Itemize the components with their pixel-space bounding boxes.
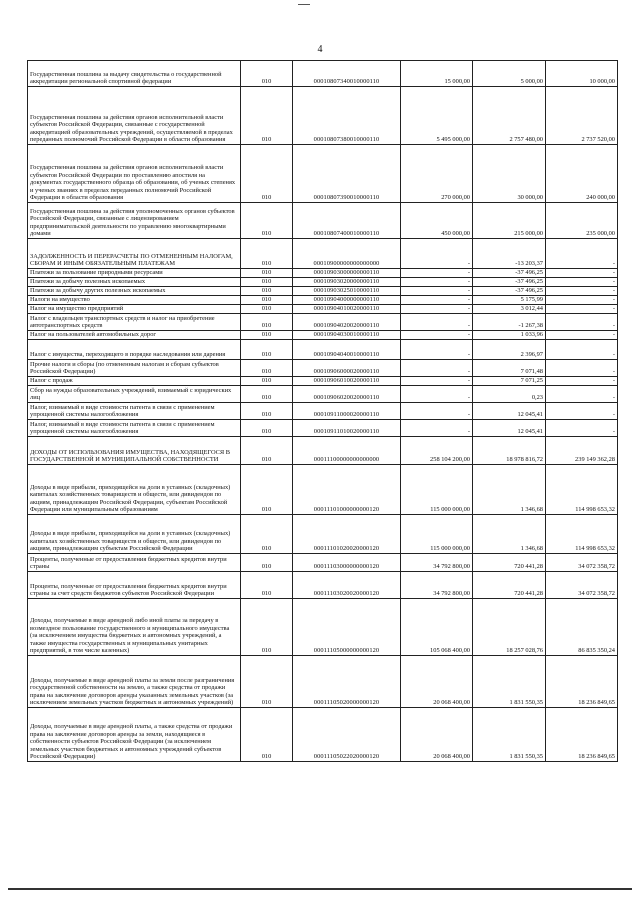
row-name-cell: ЗАДОЛЖЕННОСТЬ И ПЕРЕРАСЧЕТЫ ПО ОТМЕНЕННЫМ НАЛОГАМ, СБОРАМ И ИНЫМ ОБЯЗАТЕЛЬНЫМ ПЛАТЕЖАМ: [28, 239, 241, 269]
row-executed-cell: 12 045,41: [473, 403, 546, 420]
row-executed-cell: 7 071,25: [473, 377, 546, 386]
row-approved-cell: 450 000,00: [401, 203, 473, 239]
row-executed-cell: 1 033,96: [473, 331, 546, 340]
row-name-cell: Платежи за пользование природными ресурсами: [28, 269, 241, 278]
row-unexecuted-cell: -: [546, 403, 618, 420]
row-unexecuted-cell: 86 835 350,24: [546, 599, 618, 656]
table-row: [28, 296, 618, 305]
revenue-table: [27, 60, 618, 762]
row-approved-cell: -: [401, 340, 473, 360]
row-line-code-cell: 010: [241, 340, 293, 360]
row-approved-cell: -: [401, 386, 473, 403]
table-row: [28, 360, 618, 377]
row-name-cell: Государственная пошлина за действия органов исполнительной власти субъектов Российской Федерации по проставлению апостиля на документах государственного образца об образовании, об ученых степенях и ученых званиях в пределах переданных полномочий Российской Федерации в области образования: [28, 145, 241, 203]
row-name-cell: Доходы, получаемые в виде арендной платы за земли после разграничения государственной собственности на землю, а также средства от продажи права на заключение договоров аренды указанных земельных участков (за исключением земельных участков бюджетных и автономных учреждений): [28, 656, 241, 708]
row-income-code-cell: 00011105022020000120: [293, 708, 401, 762]
row-line-code-cell: 010: [241, 296, 293, 305]
row-executed-cell: 1 346,68: [473, 515, 546, 554]
table-row: [28, 403, 618, 420]
row-income-code-cell: 00010903020000000110: [293, 278, 401, 287]
row-name-cell: Проценты, полученные от предоставления бюджетных кредитов внутри страны: [28, 554, 241, 572]
row-approved-cell: 270 000,00: [401, 145, 473, 203]
row-unexecuted-cell: -: [546, 287, 618, 296]
table-row: [28, 305, 618, 314]
row-approved-cell: 105 068 400,00: [401, 599, 473, 656]
row-line-code-cell: 010: [241, 599, 293, 656]
row-executed-cell: -37 496,25: [473, 269, 546, 278]
row-income-code-cell: 00010807380010000110: [293, 87, 401, 145]
row-approved-cell: -: [401, 377, 473, 386]
table-row: [28, 340, 618, 360]
row-name-cell: Налог с владельцев транспортных средств и налог на приобретение автотранспортных средств: [28, 314, 241, 331]
row-executed-cell: 1 831 550,35: [473, 656, 546, 708]
row-executed-cell: 30 000,00: [473, 145, 546, 203]
row-income-code-cell: 00010807400010000110: [293, 203, 401, 239]
row-unexecuted-cell: -: [546, 386, 618, 403]
row-executed-cell: 3 012,44: [473, 305, 546, 314]
row-name-cell: Платежи за добычу полезных ископаемых: [28, 278, 241, 287]
row-approved-cell: 5 495 000,00: [401, 87, 473, 145]
row-approved-cell: -: [401, 296, 473, 305]
row-approved-cell: -: [401, 278, 473, 287]
row-income-code-cell: 00010904000000000110: [293, 296, 401, 305]
row-income-code-cell: 00010911000020000110: [293, 403, 401, 420]
row-name-cell: Сбор на нужды образовательных учреждений, взимаемый с юридических лиц: [28, 386, 241, 403]
row-approved-cell: -: [401, 420, 473, 437]
table-row: [28, 708, 618, 762]
top-mark: [298, 4, 310, 5]
row-name-cell: Налог, взимаемый в виде стоимости патента в связи с применением упрощенной системы налогообложения: [28, 420, 241, 437]
row-name-cell: Государственная пошлина за действия уполномоченных органов субъектов Российской Федерации, связанные с лицензированием предпринимательской деятельности по управлению многоквартирными домами: [28, 203, 241, 239]
row-income-code-cell: 00010904040010000110: [293, 340, 401, 360]
row-line-code-cell: 010: [241, 572, 293, 599]
row-executed-cell: -13 203,37: [473, 239, 546, 269]
row-executed-cell: 2 757 480,00: [473, 87, 546, 145]
row-income-code-cell: 00010911010020000110: [293, 420, 401, 437]
row-unexecuted-cell: 2 737 520,00: [546, 87, 618, 145]
row-name-cell: Проценты, полученные от предоставления бюджетных кредитов внутри страны за счет средств бюджетов субъектов Российской Федерации: [28, 572, 241, 599]
row-line-code-cell: 010: [241, 515, 293, 554]
row-line-code-cell: 010: [241, 331, 293, 340]
table-body: [28, 61, 618, 762]
row-income-code-cell: 00010906020020000110: [293, 386, 401, 403]
row-income-code-cell: 00011101020020000120: [293, 515, 401, 554]
row-approved-cell: -: [401, 287, 473, 296]
row-approved-cell: 34 792 800,00: [401, 554, 473, 572]
row-line-code-cell: 010: [241, 554, 293, 572]
row-approved-cell: 258 104 200,00: [401, 437, 473, 465]
row-income-code-cell: 00010906000020000110: [293, 360, 401, 377]
row-approved-cell: 20 068 400,00: [401, 708, 473, 762]
row-executed-cell: -1 267,38: [473, 314, 546, 331]
row-name-cell: Прочие налоги и сборы (по отмененным налогам и сборам субъектов Российской Федерации): [28, 360, 241, 377]
row-approved-cell: -: [401, 360, 473, 377]
row-approved-cell: 115 000 000,00: [401, 515, 473, 554]
row-unexecuted-cell: -: [546, 340, 618, 360]
row-name-cell: Платежи за добычу других полезных ископаемых: [28, 287, 241, 296]
row-line-code-cell: 010: [241, 287, 293, 296]
row-unexecuted-cell: 18 236 849,65: [546, 656, 618, 708]
row-income-code-cell: 00010903000000000110: [293, 269, 401, 278]
row-executed-cell: 215 000,00: [473, 203, 546, 239]
row-unexecuted-cell: 114 998 653,32: [546, 465, 618, 515]
row-income-code-cell: 00010903025010000110: [293, 287, 401, 296]
row-unexecuted-cell: -: [546, 314, 618, 331]
row-income-code-cell: 00011100000000000000: [293, 437, 401, 465]
row-line-code-cell: 010: [241, 305, 293, 314]
row-executed-cell: 0,23: [473, 386, 546, 403]
row-unexecuted-cell: -: [546, 420, 618, 437]
row-executed-cell: 7 071,48: [473, 360, 546, 377]
row-unexecuted-cell: 18 236 849,65: [546, 708, 618, 762]
table-row: [28, 269, 618, 278]
row-line-code-cell: 010: [241, 87, 293, 145]
table-row: [28, 465, 618, 515]
row-name-cell: Государственная пошлина за выдачу свидетельства о государственной аккредитации региональной спортивной федерации: [28, 61, 241, 87]
row-unexecuted-cell: 239 149 362,28: [546, 437, 618, 465]
row-name-cell: Налог на пользователей автомобильных дорог: [28, 331, 241, 340]
row-name-cell: Налог на имущество предприятий: [28, 305, 241, 314]
row-executed-cell: 18 257 028,76: [473, 599, 546, 656]
row-unexecuted-cell: -: [546, 239, 618, 269]
row-line-code-cell: 010: [241, 377, 293, 386]
row-income-code-cell: 00010807340010000110: [293, 61, 401, 87]
row-name-cell: Государственная пошлина за действия органов исполнительной власти субъектов Российской Федерации, связанные с государственной аккредитацией образовательных учреждений, осуществляемой в пределах переданных полномочий Российской Федерации в области образования: [28, 87, 241, 145]
row-unexecuted-cell: -: [546, 296, 618, 305]
row-line-code-cell: 010: [241, 386, 293, 403]
table-row: [28, 420, 618, 437]
row-executed-cell: -37 496,25: [473, 278, 546, 287]
table-row: [28, 331, 618, 340]
page-number: 4: [317, 44, 323, 55]
row-line-code-cell: 010: [241, 278, 293, 287]
row-line-code-cell: 010: [241, 145, 293, 203]
row-approved-cell: 115 000 000,00: [401, 465, 473, 515]
row-executed-cell: 5 175,99: [473, 296, 546, 305]
row-unexecuted-cell: 235 000,00: [546, 203, 618, 239]
table-row: [28, 554, 618, 572]
row-unexecuted-cell: 34 072 358,72: [546, 572, 618, 599]
row-name-cell: Налог с имущества, переходящего в порядке наследования или дарения: [28, 340, 241, 360]
table-row: [28, 572, 618, 599]
row-name-cell: Налог, взимаемый в виде стоимости патента в связи с применением упрощенной системы налогообложения: [28, 403, 241, 420]
row-approved-cell: -: [401, 331, 473, 340]
row-approved-cell: -: [401, 305, 473, 314]
row-line-code-cell: 010: [241, 203, 293, 239]
row-line-code-cell: 010: [241, 420, 293, 437]
row-unexecuted-cell: -: [546, 377, 618, 386]
table-row: [28, 599, 618, 656]
row-executed-cell: -37 496,25: [473, 287, 546, 296]
row-income-code-cell: 00010906010020000110: [293, 377, 401, 386]
table-row: [28, 239, 618, 269]
table-row: [28, 515, 618, 554]
row-income-code-cell: 00010900000000000000: [293, 239, 401, 269]
row-unexecuted-cell: -: [546, 269, 618, 278]
row-line-code-cell: 010: [241, 360, 293, 377]
table-row: [28, 203, 618, 239]
row-name-cell: Доходы в виде прибыли, приходящейся на доли в уставных (складочных) капиталах хозяйственных товариществ и обществ, или дивидендов по акциям, принадлежащим субъектам Российской Федерации: [28, 515, 241, 554]
row-income-code-cell: 00011105020000000120: [293, 656, 401, 708]
row-name-cell: Доходы, получаемые в виде арендной либо иной платы за передачу в возмездное пользование государственного и муниципального имущества (за исключением имущества бюджетных и автономных учреждений, а также имущества государственных и муниципальных унитарных предприятий, в том числе казенных): [28, 599, 241, 656]
row-unexecuted-cell: 114 998 653,32: [546, 515, 618, 554]
row-income-code-cell: 00011103000000000120: [293, 554, 401, 572]
row-unexecuted-cell: 240 000,00: [546, 145, 618, 203]
row-unexecuted-cell: -: [546, 305, 618, 314]
row-income-code-cell: 00010807390010000110: [293, 145, 401, 203]
row-unexecuted-cell: 10 000,00: [546, 61, 618, 87]
row-income-code-cell: 00011103020020000120: [293, 572, 401, 599]
row-executed-cell: 2 396,97: [473, 340, 546, 360]
table-row: [28, 314, 618, 331]
table-row: [28, 377, 618, 386]
row-unexecuted-cell: 34 072 358,72: [546, 554, 618, 572]
row-income-code-cell: 00010904010020000110: [293, 305, 401, 314]
row-line-code-cell: 010: [241, 61, 293, 87]
row-unexecuted-cell: -: [546, 331, 618, 340]
row-executed-cell: 1 346,68: [473, 465, 546, 515]
row-line-code-cell: 010: [241, 465, 293, 515]
table-row: [28, 61, 618, 87]
row-executed-cell: 720 441,28: [473, 572, 546, 599]
table-row: [28, 87, 618, 145]
row-line-code-cell: 010: [241, 314, 293, 331]
row-executed-cell: 12 045,41: [473, 420, 546, 437]
table-row: [28, 287, 618, 296]
table-row: [28, 656, 618, 708]
row-executed-cell: 720 441,28: [473, 554, 546, 572]
row-approved-cell: -: [401, 314, 473, 331]
table-row: [28, 145, 618, 203]
row-executed-cell: 5 000,00: [473, 61, 546, 87]
row-line-code-cell: 010: [241, 656, 293, 708]
row-approved-cell: 34 792 800,00: [401, 572, 473, 599]
row-approved-cell: -: [401, 239, 473, 269]
row-approved-cell: 15 000,00: [401, 61, 473, 87]
row-approved-cell: -: [401, 269, 473, 278]
row-name-cell: Доходы, получаемые в виде арендной платы, а также средства от продажи права на заключение договоров аренды за земли, находящиеся в собственности субъектов Российской Федерации (за исключением земельных участков бюджетных и автономных учреждений субъектов Российской Федерации): [28, 708, 241, 762]
row-line-code-cell: 010: [241, 269, 293, 278]
row-unexecuted-cell: -: [546, 278, 618, 287]
row-name-cell: Налог с продаж: [28, 377, 241, 386]
row-name-cell: ДОХОДЫ ОТ ИСПОЛЬЗОВАНИЯ ИМУЩЕСТВА, НАХОДЯЩЕГОСЯ В ГОСУДАРСТВЕННОЙ И МУНИЦИПАЛЬНОЙ СОБСТВЕННОСТИ: [28, 437, 241, 465]
row-income-code-cell: 00011105000000000120: [293, 599, 401, 656]
row-line-code-cell: 010: [241, 708, 293, 762]
row-line-code-cell: 010: [241, 437, 293, 465]
row-name-cell: Доходы в виде прибыли, приходящейся на доли в уставных (складочных) капиталах хозяйственных товариществ и обществ, или дивидендов по акциям, принадлежащим Российской Федерации, субъектам Российской Федерации или муниципальным образованиям: [28, 465, 241, 515]
row-name-cell: Налоги на имущество: [28, 296, 241, 305]
row-income-code-cell: 00010904020020000110: [293, 314, 401, 331]
row-income-code-cell: 00010904030010000110: [293, 331, 401, 340]
row-unexecuted-cell: -: [546, 360, 618, 377]
bottom-border: [8, 888, 632, 890]
row-executed-cell: 1 831 550,35: [473, 708, 546, 762]
row-approved-cell: 20 068 400,00: [401, 656, 473, 708]
table-row: [28, 386, 618, 403]
row-executed-cell: 18 978 816,72: [473, 437, 546, 465]
row-line-code-cell: 010: [241, 403, 293, 420]
row-line-code-cell: 010: [241, 239, 293, 269]
table-row: [28, 278, 618, 287]
row-income-code-cell: 00011101000000000120: [293, 465, 401, 515]
row-approved-cell: -: [401, 403, 473, 420]
table-row: [28, 437, 618, 465]
